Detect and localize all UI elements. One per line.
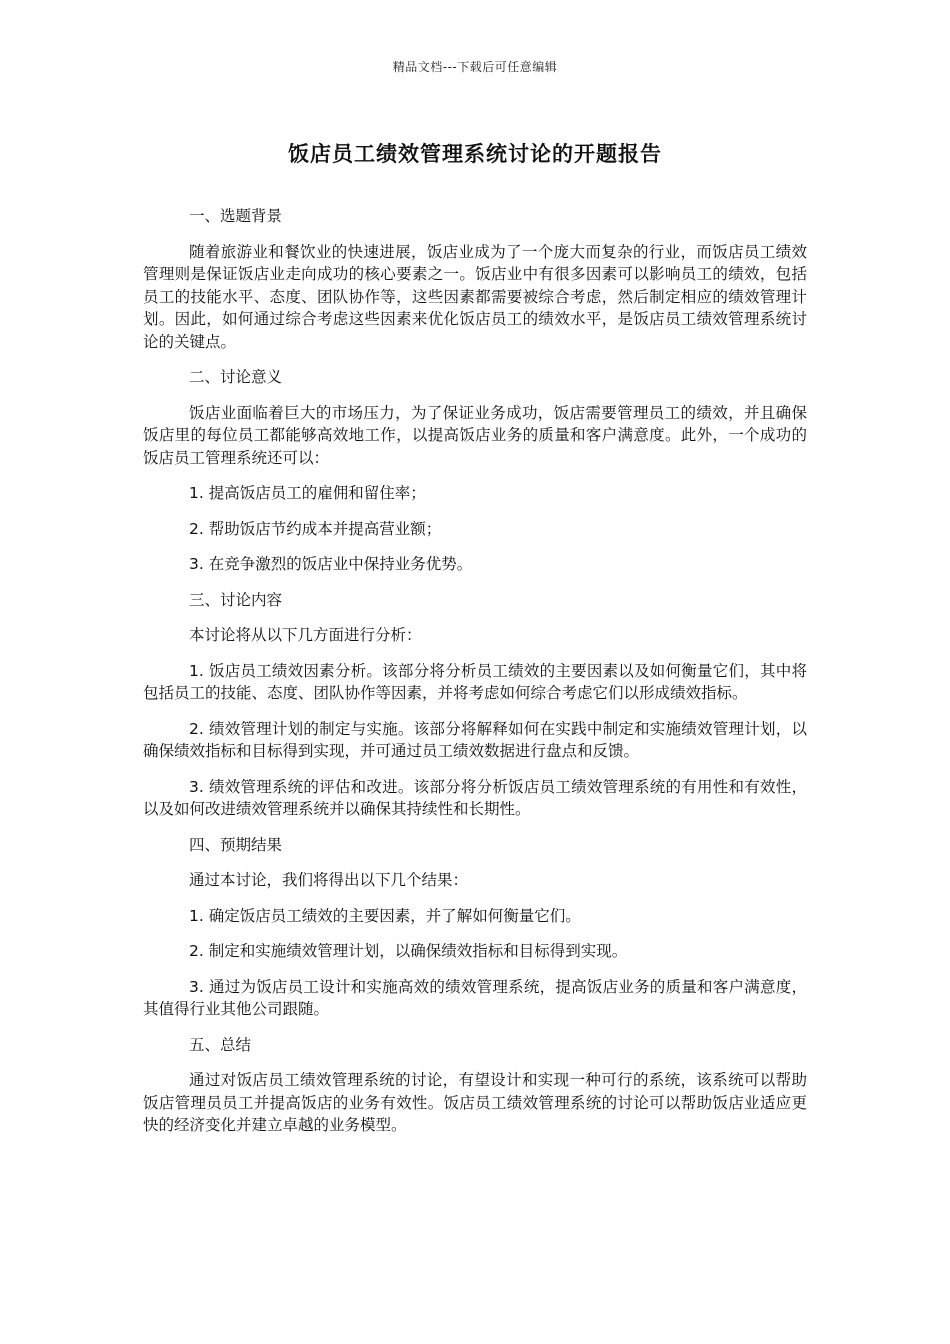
document-body [143, 205, 807, 1150]
paragraph: 饭店业面临着巨大的市场压力，为了保证业务成功，饭店需要管理员工的绩效，并且确保饭店里的每位员工都能够高效地工作，以提高饭店业务的质量和客户满意度。此外，一个成功的饭店员工管理系统还可以： [143, 403, 807, 467]
section-heading-background: 一、选题背景 [189, 207, 283, 225]
paragraph: 随着旅游业和餐饮业的快速进展，饭店业成为了一个庞大而复杂的行业，而饭店员工绩效管理则是保证饭店业走向成功的核心要素之一。饭店业中有很多因素可以影响员工的绩效，包括员工的技能水平、态度、团队协作等，这些因素都需要被综合考虑，然后制定相应的绩效管理计划。因此，如何通过综合考虑这些因素来优化饭店员工的绩效水平，是饭店员工绩效管理系统讨论的关键点。 [143, 242, 807, 351]
list-item: 2. 绩效管理计划的制定与实施。该部分将解释如何在实践中制定和实施绩效管理计划，以确保绩效指标和目标得到实现，并可通过员工绩效数据进行盘点和反馈。 [143, 719, 807, 760]
section-heading-content: 三、讨论内容 [189, 590, 283, 609]
paragraph: 通过本讨论，我们将得出以下几个结果： [189, 871, 469, 889]
section-heading-significance: 二、讨论意义 [189, 368, 283, 386]
list-item: 3. 在竞争激烈的饭店业中保持业务优势。 [189, 555, 473, 573]
list-item: 2. 帮助饭店节约成本并提高营业额； [189, 519, 442, 538]
section-heading-summary: 五、总结 [189, 1035, 252, 1054]
page-header: 精品文档---下载后可任意编辑 [392, 60, 558, 74]
paragraph: 通过对饭店员工绩效管理系统的讨论，有望设计和实现一种可行的系统，该系统可以帮助饭店管理员员工并提高饭店的业务有效性。饭店员工绩效管理系统的讨论可以帮助饭店业适应更快的经济变化并建立卓越的业务模型。 [143, 1071, 807, 1134]
list-item: 2. 制定和实施绩效管理计划，以确保绩效指标和目标得到实现。 [189, 942, 628, 960]
list-item: 3. 绩效管理系统的评估和改进。该部分将分析饭店员工绩效管理系统的有用性和有效性，以及如何改进绩效管理系统并以确保其持续性和长期性。 [143, 777, 807, 818]
document-title: 饭店员工绩效管理系统讨论的开题报告 [288, 142, 662, 166]
list-item: 3. 通过为饭店员工设计和实施高效的绩效管理系统，提高饭店业务的质量和客户满意度，其值得行业其他公司跟随。 [143, 977, 807, 1018]
section-heading-expected-results: 四、预期结果 [189, 835, 283, 854]
list-item: 1. 确定饭店员工绩效的主要因素，并了解如何衡量它们。 [189, 906, 581, 925]
list-item: 1. 提高饭店员工的雇佣和留住率； [189, 484, 426, 502]
list-item: 1. 饭店员工绩效因素分析。该部分将分析员工绩效的主要因素以及如何衡量它们，其中将包括员工的技能、态度、团队协作等因素，并将考虑如何综合考虑它们以形成绩效指标。 [143, 661, 807, 702]
paragraph: 本讨论将从以下几方面进行分析： [189, 626, 422, 644]
